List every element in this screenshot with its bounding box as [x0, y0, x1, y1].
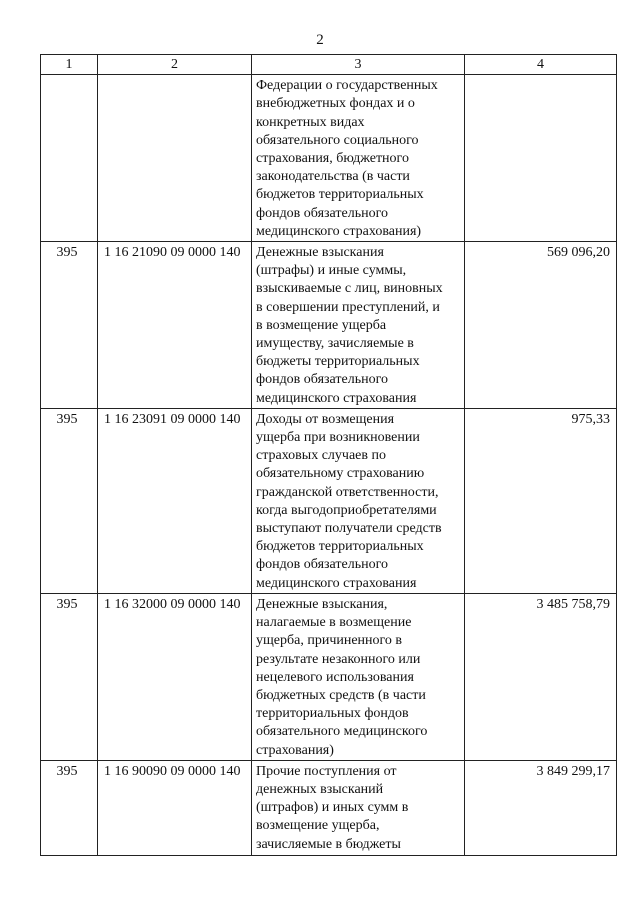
description-cell [252, 242, 465, 409]
description-line: фондов обязательного [256, 205, 388, 221]
description-line: ущерба, причиненного в [256, 633, 403, 649]
description-line: обязательного социального [256, 132, 419, 148]
description-line: (штрафы) и иные суммы, [256, 263, 407, 279]
amount-cell: 3 485 758,79 [465, 593, 617, 760]
description-line: налагаемые в возмещение [256, 615, 412, 631]
description-line: гражданской ответственности, [256, 484, 439, 500]
description-line: (штрафов) и иных сумм в [256, 800, 409, 816]
description-line: результате незаконного или [256, 651, 421, 667]
amount-cell: 975,33 [465, 408, 617, 593]
description-cell [252, 408, 465, 593]
description-line: обязательного медицинского [256, 724, 428, 740]
table-row [41, 593, 617, 760]
description-line: Федерации о государственных [256, 78, 438, 94]
column-header-4: 4 [465, 55, 617, 75]
admin-code-cell: 395 [41, 760, 98, 855]
description-line: фондов обязательного [256, 372, 388, 388]
description-line: нецелевого использования [256, 669, 414, 685]
kbk-code-cell: 1 16 90090 09 0000 140 [98, 760, 252, 855]
description-line: медицинского страхования) [256, 223, 422, 239]
column-header-3: 3 [252, 55, 465, 75]
description-cell [252, 75, 465, 242]
description-line: зачисляемые в бюджеты [256, 836, 401, 852]
revenue-table [40, 54, 617, 856]
table-row [41, 75, 617, 242]
description-line: Доходы от возмещения [256, 411, 395, 427]
amount-cell: 3 849 299,17 [465, 760, 617, 855]
kbk-code-cell: 1 16 32000 09 0000 140 [98, 593, 252, 760]
description-line: выступают получатели средств [256, 521, 442, 537]
description-line: страхования, бюджетного [256, 151, 409, 167]
table-row [41, 242, 617, 409]
kbk-code-cell: 1 16 21090 09 0000 140 [98, 242, 252, 409]
description-line: фондов обязательного [256, 557, 388, 573]
kbk-code-cell [98, 75, 252, 242]
description-line: страхования) [256, 742, 334, 758]
description-line: когда выгодоприобретателями [256, 502, 437, 518]
admin-code-cell: 395 [41, 593, 98, 760]
table-header-row [41, 55, 617, 75]
description-line: территориальных фондов [256, 706, 409, 722]
admin-code-cell [41, 75, 98, 242]
description-line: обязательному страхованию [256, 466, 425, 482]
description-line: денежных взысканий [256, 781, 384, 797]
description-line: бюджетов территориальных [256, 539, 424, 555]
admin-code-cell: 395 [41, 242, 98, 409]
description-line: страховых случаев по [256, 448, 386, 464]
table-row [41, 408, 617, 593]
description-line: в возмещение ущерба [256, 317, 387, 333]
page-number: 2 [316, 32, 324, 48]
amount-cell [465, 75, 617, 242]
description-line: возмещение ущерба, [256, 818, 380, 834]
column-header-2: 2 [98, 55, 252, 75]
description-line: взыскиваемые с лиц, виновных [256, 281, 443, 297]
description-cell [252, 593, 465, 760]
description-line: конкретных видах [256, 114, 365, 130]
description-line: Денежные взыскания [256, 245, 384, 261]
description-line: законодательства (в части [256, 169, 410, 185]
column-header-1: 1 [41, 55, 98, 75]
description-cell [252, 760, 465, 855]
description-line: внебюджетных фондах и о [256, 96, 415, 112]
description-line: Денежные взыскания, [256, 596, 388, 612]
description-line: медицинского страхования [256, 575, 417, 591]
amount-cell: 569 096,20 [465, 242, 617, 409]
description-line: имуществу, зачисляемые в [256, 336, 414, 352]
description-line: медицинского страхования [256, 390, 417, 406]
admin-code-cell: 395 [41, 408, 98, 593]
description-line: бюджеты территориальных [256, 354, 420, 370]
description-line: в совершении преступлений, и [256, 299, 440, 315]
description-line: бюджетных средств (в части [256, 687, 426, 703]
kbk-code-cell: 1 16 23091 09 0000 140 [98, 408, 252, 593]
description-line: ущерба при возникновении [256, 430, 420, 446]
table-row [41, 760, 617, 855]
description-line: Прочие поступления от [256, 763, 397, 779]
description-line: бюджетов территориальных [256, 187, 424, 203]
